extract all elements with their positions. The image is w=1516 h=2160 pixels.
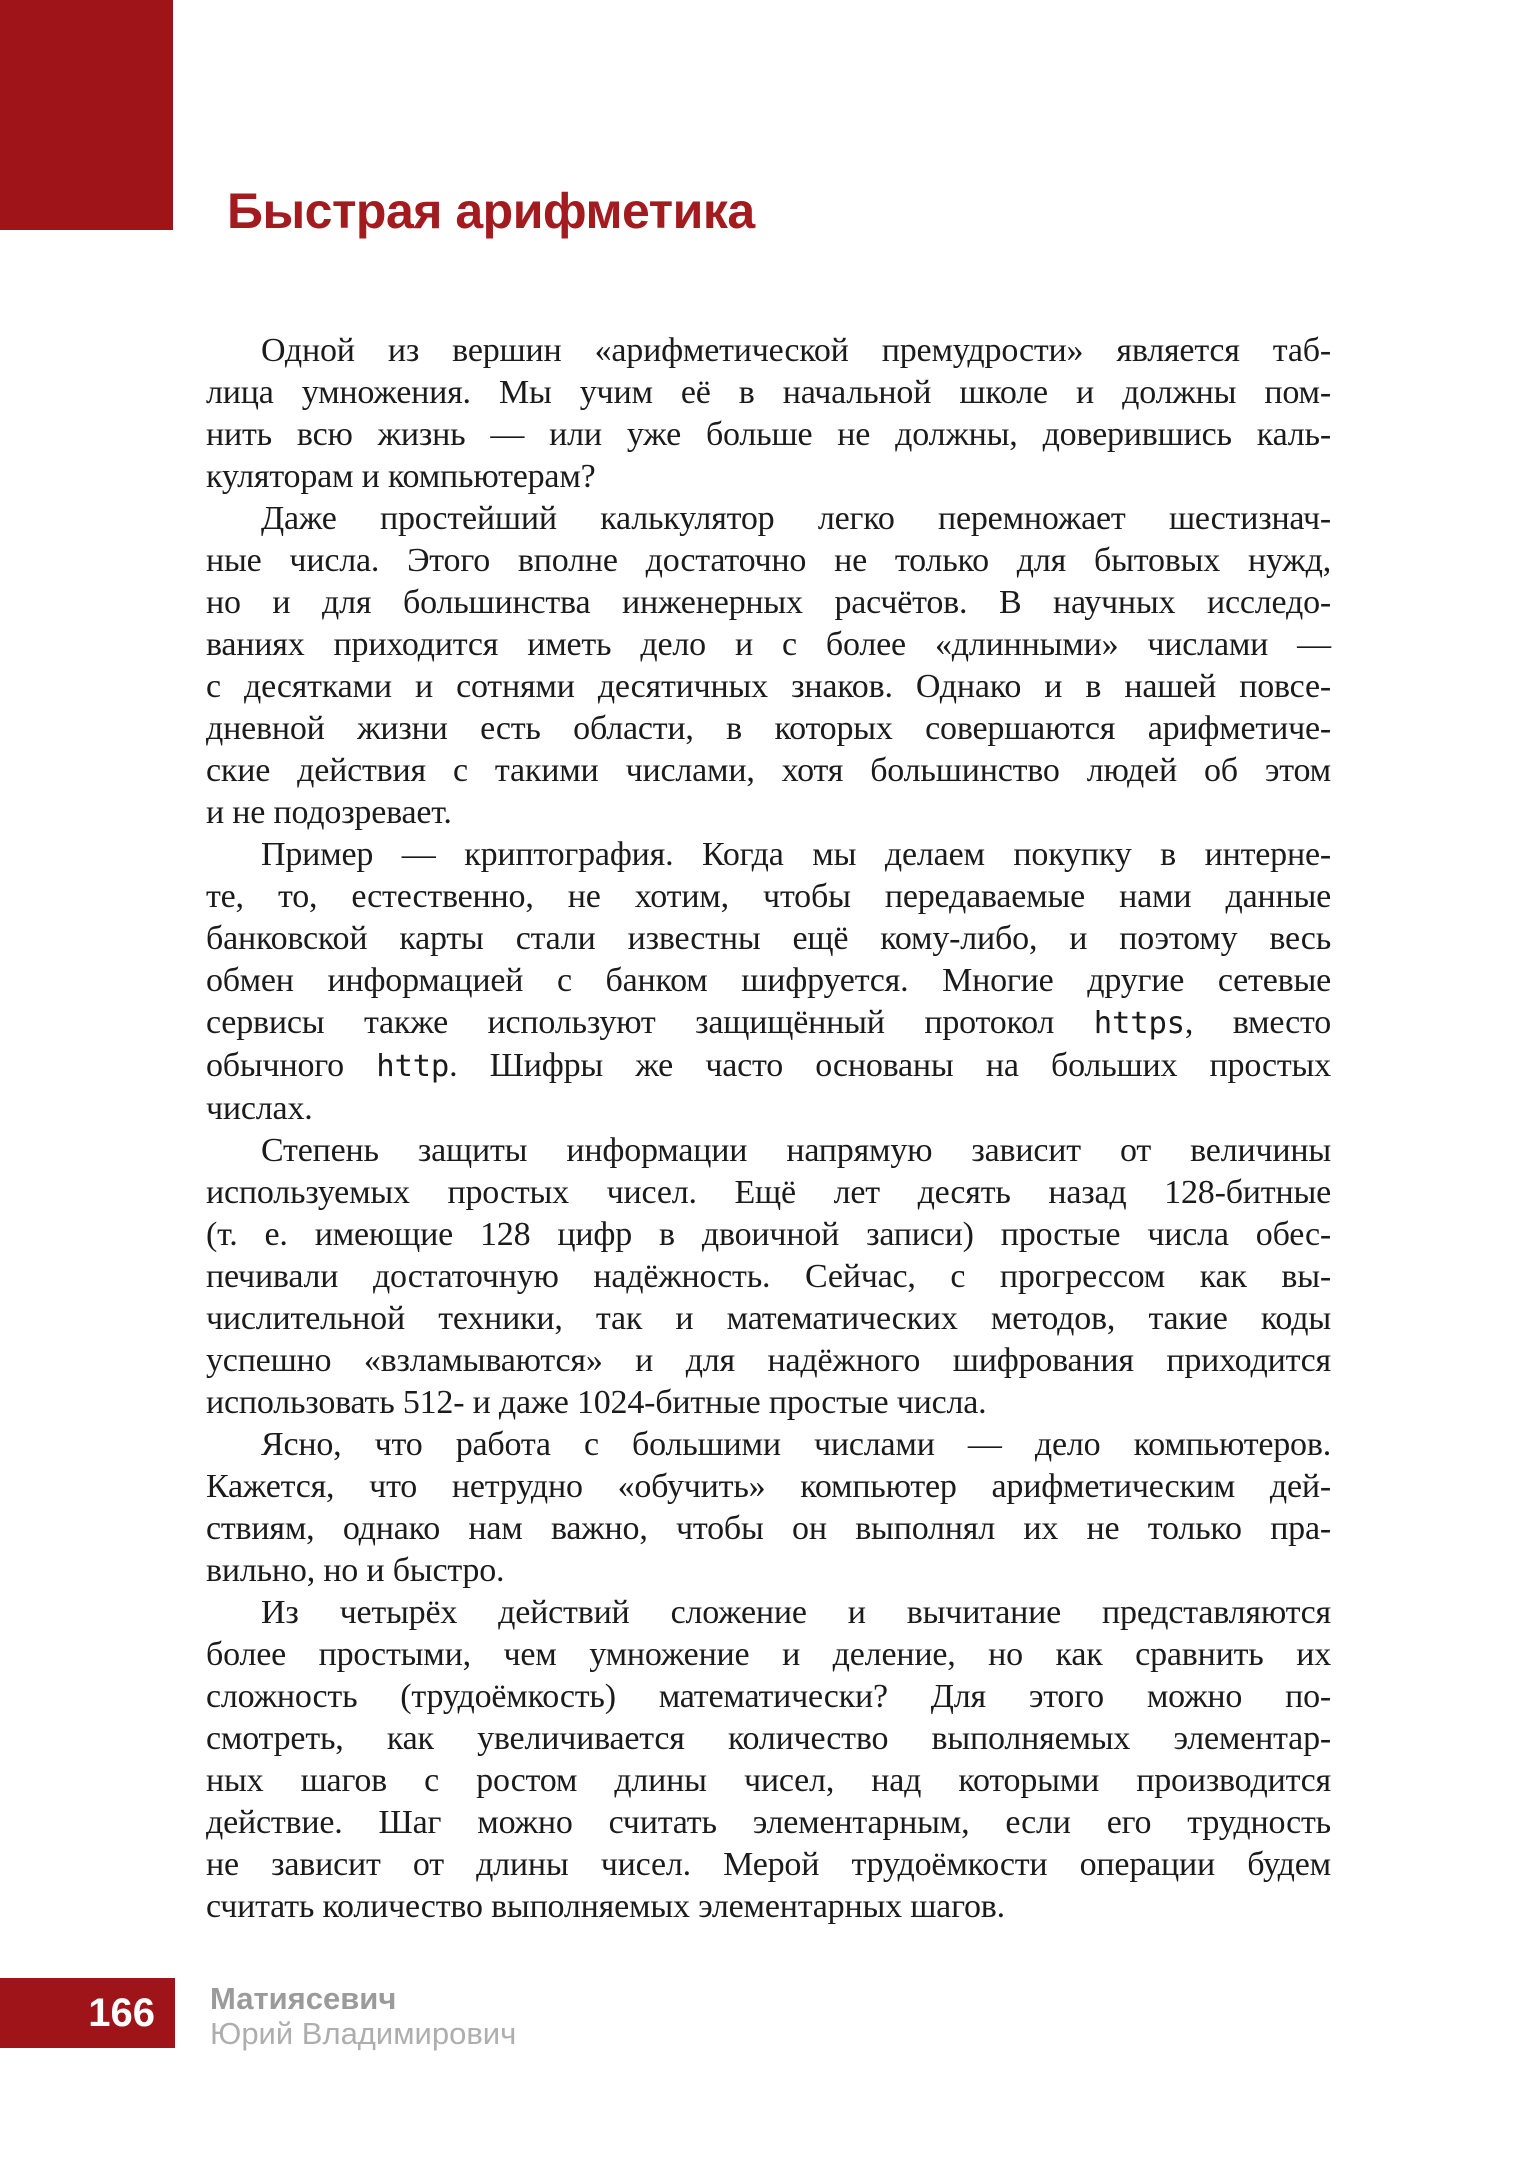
text-line: не зависит от длины чисел. Мерой трудоёмкости операции будем: [206, 1846, 1331, 1883]
text-line: дневной жизни есть области, в которых совершаются арифметиче-: [206, 710, 1331, 747]
code-text: https: [1093, 1006, 1185, 1041]
text-line: ствиям, однако нам важно, чтобы он выполнял их не только пра-: [206, 1510, 1331, 1547]
text-line: нить всю жизнь — или уже больше не должны, доверившись каль-: [206, 416, 1331, 453]
text-line: используемых простых чисел. Ещё лет десять назад 128-битные: [206, 1174, 1331, 1211]
page-number: 166: [88, 1990, 155, 2035]
text-line: с десятками и сотнями десятичных знаков. Однако и в нашей повсе-: [206, 668, 1331, 705]
page-number-block: [0, 1978, 175, 2048]
text-line: обмен информацией с банком шифруется. Многие другие сетевые: [206, 962, 1331, 999]
author-given-name: Юрий Владимирович: [210, 2016, 517, 2051]
text-line: Кажется, что нетрудно «обучить» компьютер арифметическим дей-: [206, 1468, 1331, 1505]
text-line: более простыми, чем умножение и деление, но как сравнить их: [206, 1636, 1331, 1673]
chapter-title: Быстрая арифметика: [227, 183, 755, 239]
text-line: сложность (трудоёмкость) математически? Для этого можно по-: [206, 1678, 1331, 1715]
author-block: [210, 1981, 516, 2051]
text-line: ных шагов с ростом длины чисел, над которыми производится: [206, 1762, 1331, 1799]
text-line: те, то, естественно, не хотим, чтобы передаваемые нами данные: [206, 878, 1331, 915]
text-line: Даже простейший калькулятор легко перемножает шестизнач-: [261, 500, 1331, 537]
text-line: числах.: [206, 1090, 313, 1127]
text-line: ские действия с такими числами, хотя большинство людей об этом: [206, 752, 1331, 789]
text-line: печивали достаточную надёжность. Сейчас, с прогрессом как вы-: [206, 1258, 1331, 1295]
chapter-marker-block: [0, 0, 173, 230]
text-line: сервисы также используют защищённый протокол https, вместо: [206, 1004, 1331, 1041]
text-line: (т. е. имеющие 128 цифр в двоичной записи) простые числа обес-: [206, 1216, 1331, 1253]
article-body: [206, 330, 1331, 1928]
text-line: смотреть, как увеличивается количество выполняемых элементар-: [206, 1720, 1331, 1757]
text-line: числительной техники, так и математических методов, такие коды: [206, 1300, 1331, 1337]
author-surname: Матиясевич: [210, 1981, 397, 2016]
text-line: использовать 512- и даже 1024-битные простые числа.: [206, 1384, 987, 1421]
text-line: Пример — криптография. Когда мы делаем покупку в интерне-: [261, 836, 1331, 873]
text-line: но и для большинства инженерных расчётов. В научных исследо-: [206, 584, 1331, 621]
text-line: вильно, но и быстро.: [206, 1552, 505, 1589]
text-line: ваниях приходится иметь дело и с более «длинными» числами —: [206, 626, 1331, 663]
text-line: куляторам и компьютерам?: [206, 458, 596, 495]
code-text: http: [376, 1049, 450, 1084]
text-line: Одной из вершин «арифметической премудрости» является таб-: [261, 332, 1331, 369]
text-line: ные числа. Этого вполне достаточно не только для бытовых нужд,: [206, 542, 1331, 579]
text-line: Ясно, что работа с большими числами — дело компьютеров.: [261, 1426, 1331, 1463]
text-line: считать количество выполняемых элементарных шагов.: [206, 1888, 1005, 1925]
text-line: банковской карты стали известны ещё кому-либо, и поэтому весь: [206, 920, 1331, 957]
text-line: действие. Шаг можно считать элементарным, если его трудность: [206, 1804, 1331, 1841]
text-line: успешно «взламываются» и для надёжного шифрования приходится: [206, 1342, 1331, 1379]
text-line: обычного http. Шифры же часто основаны на больших простых: [206, 1047, 1331, 1084]
text-line: Степень защиты информации напрямую зависит от величины: [261, 1132, 1331, 1169]
text-line: лица умножения. Мы учим её в начальной школе и должны пом-: [206, 374, 1331, 411]
text-line: и не подозревает.: [206, 794, 452, 831]
text-line: Из четырёх действий сложение и вычитание представляются: [261, 1594, 1331, 1631]
